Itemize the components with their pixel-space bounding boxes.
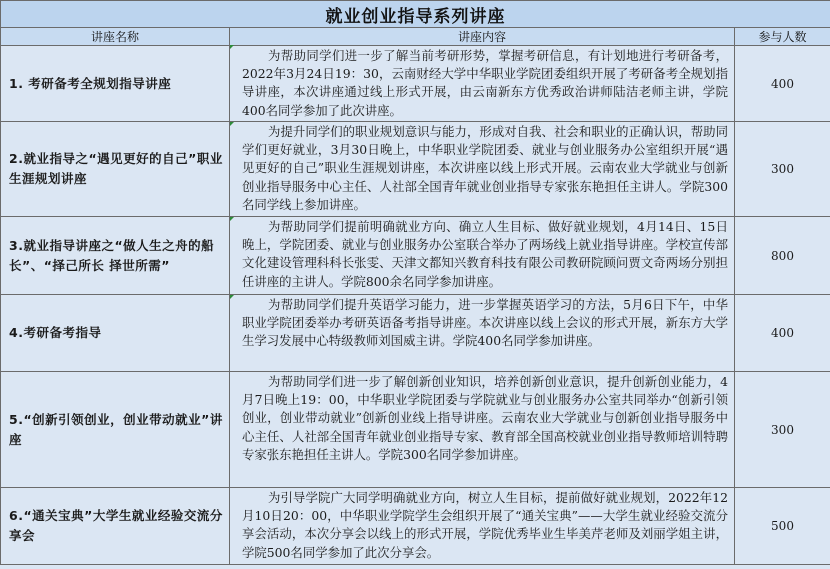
header-row — [1, 28, 830, 46]
header-lecture-name: 讲座名称 — [1, 28, 230, 46]
participant-count: 400 — [735, 46, 830, 122]
lecture-content: 为帮助同学们进一步了解创新创业知识，培养创新创业意识，提升创新创业能力，4月7日晚上19：00，中华职业学院团委与学院就业与创业服务办公室共同举办“创新引领创业，创业带动就业”创新创业线上指导讲座。云南农业大学就业与创新创业指导服务中心主任、人社部全国青年就业创业指导专家、教育部全国高校就业创业指导教师培训特聘专家张东艳担任主讲人。学院300名同学参加讲座。 — [230, 372, 735, 488]
header-lecture-content: 讲座内容 — [230, 28, 735, 46]
lecture-name: 3.就业指导讲座之“做人生之舟的船长”、“择己所长 择世所需” — [1, 217, 230, 295]
lecture-name: 6.“通关宝典”大学生就业经验交流分享会 — [1, 488, 230, 565]
participant-count: 500 — [735, 488, 830, 565]
lecture-content: 为帮助同学们提升英语学习能力，进一步掌握英语学习的方法，5月6日下午，中华职业学院团委举办考研英语备考指导讲座。本次讲座以线上会议的形式开展，新东方大学生学习发展中心特级教师刘国威主讲。学院400名同学参加讲座。 — [230, 295, 735, 372]
table-row — [1, 372, 830, 488]
cell-comment-marker — [230, 295, 234, 299]
participant-count: 300 — [735, 372, 830, 488]
table-row — [1, 122, 830, 217]
lecture-content: 为引导学院广大同学明确就业方向，树立人生目标，提前做好就业规划，2022年12月10日20：00，中华职业学院学生会组织开展了“通关宝典”——大学生就业经验交流分享会活动，本次分享会以线上的形式开展，学院优秀毕业生毕美芹老师及刘丽学姐主讲，学院500名同学参加了此次分享会。 — [230, 488, 735, 565]
table-title: 就业创业指导系列讲座 — [1, 1, 830, 28]
participant-count: 300 — [735, 122, 830, 217]
lecture-name: 2.就业指导之“遇见更好的自己”职业生涯规划讲座 — [1, 122, 230, 217]
lecture-content: 为提升同学们的职业规划意识与能力，形成对自我、社会和职业的正确认识，帮助同学们更好就业，3月30日晚上，中华职业学院团委、就业与创业服务办公室组织开展“遇见更好的自己”职业生涯规划讲座，本次讲座以线上形式开展。云南农业大学就业与创新创业指导服务中心主任、人社部全国青年就业创业指导专家张东艳担任主讲人。学院300名同学线上参加讲座。 — [230, 122, 735, 217]
cell-comment-marker — [230, 45, 234, 49]
table-row — [1, 488, 830, 565]
header-participant-count: 参与人数 — [735, 28, 830, 46]
table-row — [1, 217, 830, 295]
lecture-name: 5.“创新引领创业，创业带动就业”讲座 — [1, 372, 230, 488]
cell-comment-marker — [230, 122, 234, 126]
lecture-name: 4.考研备考指导 — [1, 295, 230, 372]
lecture-content: 为帮助同学们进一步了解当前考研形势，掌握考研信息，有计划地进行考研备考，2022年3月24日19：30，云南财经大学中华职业学院团委组织开展了考研备考全规划指导讲座，本次讲座通过线上形式开展，由云南新东方优秀政治讲师陆洁老师主讲，学院400名同学参加了此次讲座。 — [230, 46, 735, 122]
participant-count: 800 — [735, 217, 830, 295]
cell-comment-marker — [230, 217, 234, 221]
table-row — [1, 295, 830, 372]
participant-count: 400 — [735, 295, 830, 372]
lecture-name: 1. 考研备考全规划指导讲座 — [1, 46, 230, 122]
lecture-content: 为帮助同学们提前明确就业方向、确立人生目标、做好就业规划，4月14日、15日晚上，学院团委、就业与创业服务办公室联合举办了两场线上就业指导讲座。学校宣传部文化建设管理科科长张雯、天津文都知兴教育科技有限公司教研院顾问贾文奇两场分别担任讲座的主讲人。学院800余名同学参加讲座。 — [230, 217, 735, 295]
table-row — [1, 46, 830, 122]
